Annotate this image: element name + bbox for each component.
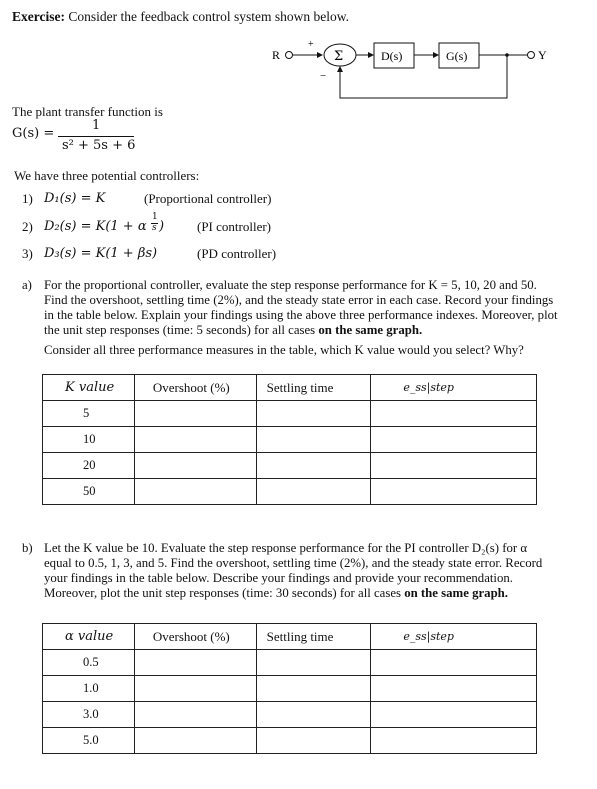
part-b-label: b) — [22, 541, 33, 555]
controller-2-frac-num: 1 — [152, 212, 158, 222]
table-b-cell-empty[interactable] — [134, 728, 256, 754]
plant-text: The plant transfer function is — [12, 104, 163, 119]
part-b-line-4 — [44, 586, 589, 601]
table-b-cell-empty[interactable] — [371, 702, 537, 728]
table-row — [43, 427, 537, 453]
table-a-cell-empty[interactable] — [134, 453, 256, 479]
table-b-cell-empty[interactable] — [256, 702, 371, 728]
part-b-line-2: equal to 0.5, 1, 3, and 5. Find the overshoot, settling time (2%), and the steady state error. Record — [44, 556, 543, 570]
table-b-header-row — [43, 624, 537, 650]
controllers-intro: We have three potential controllers: — [14, 168, 200, 183]
controller-1-expr: D₁(s) = K — [44, 191, 106, 206]
table-b-cell-empty[interactable] — [256, 728, 371, 754]
table-a-cell-k: 10 — [43, 427, 135, 453]
table-row — [43, 702, 537, 728]
output-y-label: Y — [538, 48, 547, 62]
table-b-header-settling: Settling time — [256, 624, 371, 650]
table-b-cell-empty[interactable] — [256, 650, 371, 676]
table-row — [43, 453, 537, 479]
table-b-header-ess: e_ss|step — [371, 624, 537, 650]
table-a-cell-empty[interactable] — [256, 401, 371, 427]
table-b-header-alpha: α value — [43, 624, 135, 650]
table-b-header-overshoot: Overshoot (%) — [134, 624, 256, 650]
table-a-header-k: K value — [43, 375, 135, 401]
part-a-line-2: Find the overshoot, settling time (2%), and the steady state error in each case. Record your findings — [44, 293, 554, 307]
table-a-cell-empty[interactable] — [256, 453, 371, 479]
table-a-cell-empty[interactable] — [371, 427, 537, 453]
table-row — [43, 479, 537, 505]
output-node — [528, 52, 535, 59]
part-b-line-4-plain: Moreover, plot the unit step responses (time: 30 seconds) for all cases — [44, 586, 405, 600]
table-a-header-settling: Settling time — [256, 375, 371, 401]
controller-2-close: ) — [159, 219, 165, 234]
table-row — [43, 650, 537, 676]
minus-sign: − — [320, 70, 327, 82]
feedback-path — [340, 55, 507, 98]
part-a-label: a) — [22, 278, 32, 292]
plant-denominator: s² + 5s + 6 — [62, 138, 136, 153]
table-b-cell-empty[interactable] — [134, 650, 256, 676]
part-b-line-3: your findings in the table below. Describe your findings and provide your recommendation. — [44, 571, 513, 585]
table-a-cell-empty[interactable] — [371, 401, 537, 427]
controller-1-desc: (Proportional controller) — [144, 191, 272, 206]
input-node — [286, 52, 293, 59]
controller-2-frac-den: s — [152, 223, 157, 233]
feedback-block-diagram — [270, 34, 580, 104]
plant-block-label: G(s) — [446, 49, 468, 63]
table-b-cell-alpha: 0.5 — [43, 650, 135, 676]
table-b-cell-empty[interactable] — [371, 650, 537, 676]
part-b-line-1: Let the K value be 10. Evaluate the step response performance for the PI controller D₂(s) for α — [44, 541, 528, 555]
controller-2-num: 2) — [22, 219, 33, 234]
table-a-cell-k: 20 — [43, 453, 135, 479]
table-b-cell-alpha: 5.0 — [43, 728, 135, 754]
part-a-line-4 — [44, 323, 589, 338]
controller-1-num: 1) — [22, 191, 33, 206]
table-a-cell-empty[interactable] — [134, 401, 256, 427]
controller-2-expr: D₂(s) = K(1 + α — [44, 219, 147, 234]
exercise-label: Exercise: — [12, 9, 65, 24]
table-b-cell-empty[interactable] — [256, 676, 371, 702]
table-b-cell-empty[interactable] — [134, 676, 256, 702]
table-a-cell-empty[interactable] — [371, 453, 537, 479]
table-a-header-ess: e_ss|step — [371, 375, 537, 401]
table-a — [42, 374, 537, 505]
table-a-header-row — [43, 375, 537, 401]
table-a-cell-empty[interactable] — [134, 479, 256, 505]
sigma-symbol: Σ — [334, 49, 344, 64]
part-b-line-4-bold: on the same graph. — [404, 586, 509, 600]
table-b-cell-empty[interactable] — [371, 728, 537, 754]
controller-3-desc: (PD controller) — [197, 246, 277, 261]
controller-block-label: D(s) — [381, 49, 403, 63]
table-a-cell-empty[interactable] — [134, 427, 256, 453]
table-b-cell-empty[interactable] — [371, 676, 537, 702]
table-row — [43, 401, 537, 427]
table-a-cell-empty[interactable] — [371, 479, 537, 505]
part-a-line-4-bold: on the same graph. — [318, 323, 423, 337]
plus-sign: + — [308, 39, 314, 50]
table-b-cell-alpha: 1.0 — [43, 676, 135, 702]
table-row — [43, 676, 537, 702]
table-row — [43, 728, 537, 754]
controller-3-expr: D₃(s) = K(1 + βs) — [44, 246, 158, 261]
part-b-text — [44, 541, 589, 601]
part-a-line-1: For the proportional controller, evaluate the step response performance for K = 5, 10, 20 and 50. — [44, 278, 537, 292]
plant-numerator: 1 — [92, 118, 101, 133]
table-b-cell-empty[interactable] — [134, 702, 256, 728]
exercise-heading — [12, 9, 349, 25]
table-a-cell-k: 50 — [43, 479, 135, 505]
table-b — [42, 623, 537, 754]
table-a-header-overshoot: Overshoot (%) — [134, 375, 256, 401]
table-a-cell-empty[interactable] — [256, 427, 371, 453]
controller-2-desc: (PI controller) — [197, 219, 272, 234]
part-a-line-5: Consider all three performance measures in the table, which K value would you select? Why? — [44, 343, 524, 357]
exercise-intro: Consider the feedback control system shown below. — [68, 9, 350, 24]
part-a-text — [44, 278, 589, 358]
table-b-cell-alpha: 3.0 — [43, 702, 135, 728]
controller-3-num: 3) — [22, 246, 33, 261]
input-r-label: R — [272, 48, 281, 62]
table-a-cell-empty[interactable] — [256, 479, 371, 505]
part-a-line-4-plain: the unit step responses (time: 5 seconds) for all cases — [44, 323, 319, 337]
plant-fraction-bar — [58, 136, 134, 137]
part-a-line-3: in the table below. Explain your findings using the above three performance indexes. Moreover, plot — [44, 308, 558, 322]
table-a-cell-k: 5 — [43, 401, 135, 427]
plant-lhs: G(s) = — [12, 126, 55, 141]
